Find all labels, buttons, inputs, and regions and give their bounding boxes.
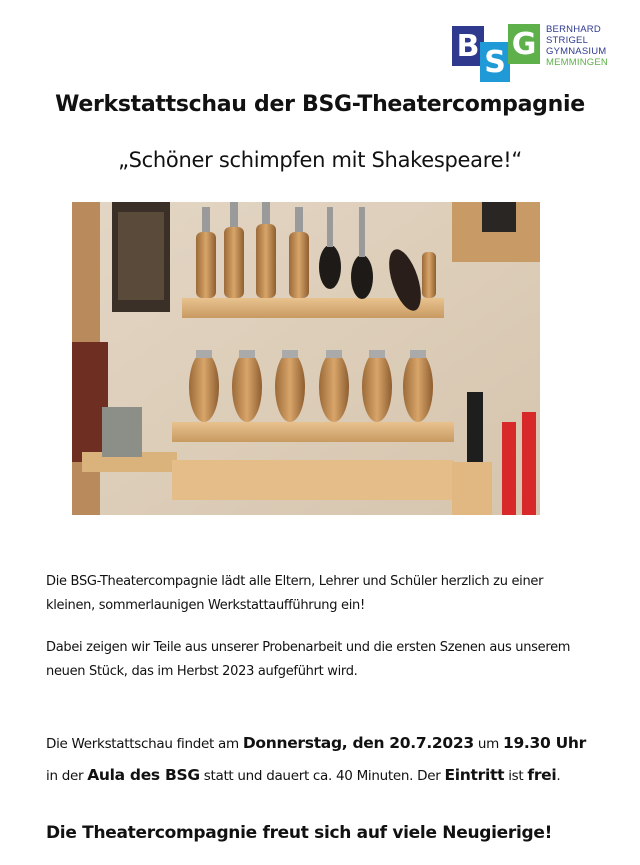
text-span: ist (504, 768, 528, 784)
logo-line: BERNHARD (546, 24, 601, 35)
logo-letter-g: G (508, 24, 540, 64)
logo-line: STRIGEL (546, 35, 589, 46)
workshop-tools-photo (72, 202, 540, 515)
text-line: kleinen, sommerlaunigen Werkstattaufführung ein! (46, 598, 365, 613)
text-span: . (556, 768, 561, 784)
admission-label: Eintritt (444, 766, 505, 784)
date-line (46, 728, 606, 760)
logo-letter-b: B (452, 26, 484, 66)
text-line: neuen Stück, das im Herbst 2023 aufgeführt wird. (46, 664, 358, 679)
logo-letter-s: S (480, 42, 510, 82)
page-title: Werkstattschau der BSG-Theatercompagnie (55, 92, 585, 117)
program-paragraph (46, 636, 606, 684)
school-logo (452, 24, 622, 86)
text-span: um (473, 736, 503, 752)
bsg-logo-tiles (452, 24, 542, 86)
event-date: Donnerstag, den 20.7.2023 (242, 734, 474, 752)
page-subtitle: „Schöner schimpfen mit Shakespeare!“ (118, 148, 522, 172)
admission-value: frei (527, 766, 557, 784)
text-span: Die Werkstattschau findet am (46, 736, 243, 752)
logo-school-name (546, 24, 608, 68)
event-details (46, 728, 606, 792)
location-line (46, 760, 606, 792)
closing-line: Die Theatercompagnie freut sich auf viele Neugierige! (46, 823, 553, 843)
logo-line: MEMMINGEN (546, 57, 608, 68)
text-line: Die BSG-Theatercompagnie lädt alle Eltern, Lehrer und Schüler herzlich zu einer (46, 574, 544, 589)
intro-paragraph (46, 570, 586, 618)
text-span: in der (46, 768, 88, 784)
logo-line: GYMNASIUM (546, 46, 607, 57)
text-line: Dabei zeigen wir Teile aus unserer Probenarbeit und die ersten Szenen aus unserem (46, 640, 571, 655)
event-location: Aula des BSG (87, 766, 200, 784)
event-time: 19.30 Uhr (502, 734, 586, 752)
text-span: statt und dauert ca. 40 Minuten. Der (199, 768, 445, 784)
